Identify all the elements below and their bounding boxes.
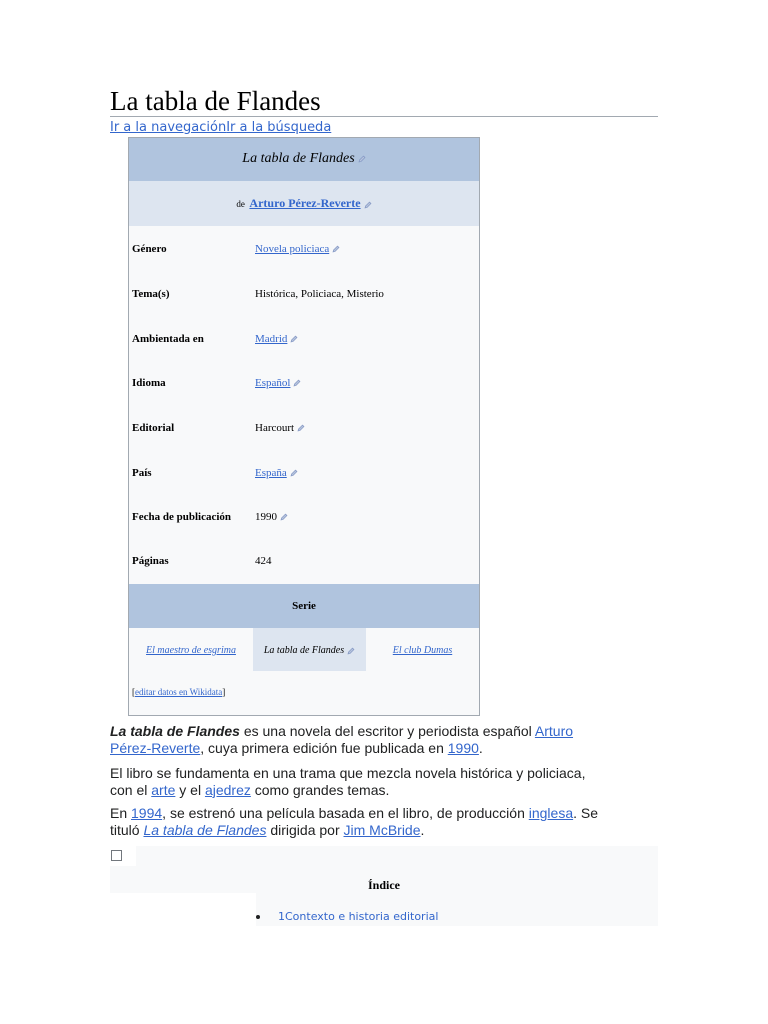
author-link[interactable]: Arturo Pérez-Reverte xyxy=(249,196,361,210)
text: En xyxy=(110,805,132,821)
toc-item-label[interactable]: Contexto e historia editorial xyxy=(285,910,439,923)
infobox-row-editorial xyxy=(129,406,479,450)
page-title: La tabla de Flandes xyxy=(110,86,658,117)
genre-link[interactable]: Novela policiaca xyxy=(255,243,330,255)
series-current: La tabla de Flandes xyxy=(263,645,345,656)
paragraph-intro xyxy=(110,723,670,756)
toc-spacer xyxy=(110,893,256,926)
row-value: Histórica, Policiaca, Misterio xyxy=(255,288,384,300)
edit-pencil-icon[interactable] xyxy=(364,201,372,209)
edit-pencil-icon[interactable] xyxy=(290,469,298,477)
edit-pencil-icon[interactable] xyxy=(293,379,301,387)
row-label: Fecha de publicación xyxy=(132,511,232,523)
ajedrez-link[interactable]: ajedrez xyxy=(204,781,251,798)
bullet-icon xyxy=(256,915,260,919)
row-label: Ambientada en xyxy=(132,333,204,345)
row-label: Idioma xyxy=(132,377,166,389)
article-subject: La tabla de Flandes xyxy=(110,723,240,739)
infobox xyxy=(128,137,480,716)
film-link[interactable]: La tabla de Flandes xyxy=(143,821,267,838)
row-label: Tema(s) xyxy=(132,288,170,300)
text: , cuya primera edición fue publicada en xyxy=(200,739,448,756)
row-label: Género xyxy=(132,243,167,255)
edit-pencil-icon[interactable] xyxy=(332,245,340,253)
row-value: 424 xyxy=(255,555,272,567)
row-label: Editorial xyxy=(132,422,175,434)
text: El libro se fundamenta en una trama que mezcla novela histórica y policiaca, xyxy=(110,765,586,781)
author-link-cont[interactable]: Pérez-Reverte xyxy=(110,739,201,756)
language-link[interactable]: Español xyxy=(255,377,291,389)
bracket-open: [ xyxy=(132,687,135,697)
infobox-title xyxy=(129,138,479,181)
row-value: 1990 xyxy=(255,511,277,523)
infobox-title-text: La tabla de Flandes xyxy=(242,151,355,166)
toc-item[interactable] xyxy=(256,910,438,923)
inglesa-link[interactable]: inglesa xyxy=(528,805,574,821)
jump-links xyxy=(110,119,331,136)
infobox-series-header: Serie xyxy=(129,584,479,628)
edit-pencil-icon[interactable] xyxy=(297,424,305,432)
row-label: País xyxy=(132,467,152,479)
wikidata-edit xyxy=(132,687,225,697)
infobox-author xyxy=(129,181,479,226)
wikidata-edit-link[interactable]: editar datos en Wikidata xyxy=(135,687,223,697)
series-prev-link[interactable]: El maestro de esgrima xyxy=(146,645,236,656)
edit-pencil-icon[interactable] xyxy=(347,647,355,655)
text: tituló xyxy=(110,821,144,838)
row-value: Harcourt xyxy=(255,422,295,434)
year-1990-link[interactable]: 1990 xyxy=(447,739,479,756)
row-label: Páginas xyxy=(132,555,169,567)
jump-to-navigation-link[interactable]: Ir a la navegación xyxy=(110,120,227,135)
text: , se estrenó una película basada en el libro, de producción xyxy=(162,805,529,821)
infobox-row-temas xyxy=(129,272,479,316)
infobox-row-ambientada xyxy=(129,317,479,361)
edit-pencil-icon[interactable] xyxy=(290,335,298,343)
table-of-contents xyxy=(110,846,658,926)
bracket-close: ] xyxy=(222,687,226,697)
text: . xyxy=(420,821,425,838)
toc-item-number[interactable]: 1 xyxy=(278,910,285,923)
paragraph-film xyxy=(110,805,670,838)
infobox-row-genero xyxy=(129,227,479,271)
text: es una novela del escritor y periodista español xyxy=(239,723,535,739)
infobox-row-idioma xyxy=(129,361,479,405)
infobox-row-fecha xyxy=(129,495,479,539)
text: . Se xyxy=(573,805,599,821)
edit-pencil-icon[interactable] xyxy=(280,513,288,521)
jump-to-search-link[interactable]: Ir a la búsqueda xyxy=(226,120,332,135)
author-link[interactable]: Arturo xyxy=(534,723,574,739)
director-link[interactable]: Jim McBride xyxy=(343,821,421,838)
toc-toggle-checkbox[interactable] xyxy=(111,850,122,861)
text: . xyxy=(478,739,483,756)
country-link[interactable]: España xyxy=(255,467,287,479)
year-1994-link[interactable]: 1994 xyxy=(131,805,163,821)
infobox-row-pais xyxy=(129,451,479,495)
text: con el xyxy=(110,781,152,798)
text: como grandes temas. xyxy=(250,781,390,798)
series-next-link[interactable]: El club Dumas xyxy=(392,645,453,656)
author-prefix: de xyxy=(236,199,245,209)
setting-link[interactable]: Madrid xyxy=(255,333,288,345)
edit-pencil-icon[interactable] xyxy=(358,155,366,163)
infobox-series-nav xyxy=(129,628,479,671)
infobox-row-paginas xyxy=(129,539,479,583)
paragraph-themes xyxy=(110,765,670,798)
text: y el xyxy=(175,781,205,798)
text: dirigida por xyxy=(266,821,344,838)
toc-title: Índice xyxy=(367,878,400,892)
arte-link[interactable]: arte xyxy=(151,781,176,798)
